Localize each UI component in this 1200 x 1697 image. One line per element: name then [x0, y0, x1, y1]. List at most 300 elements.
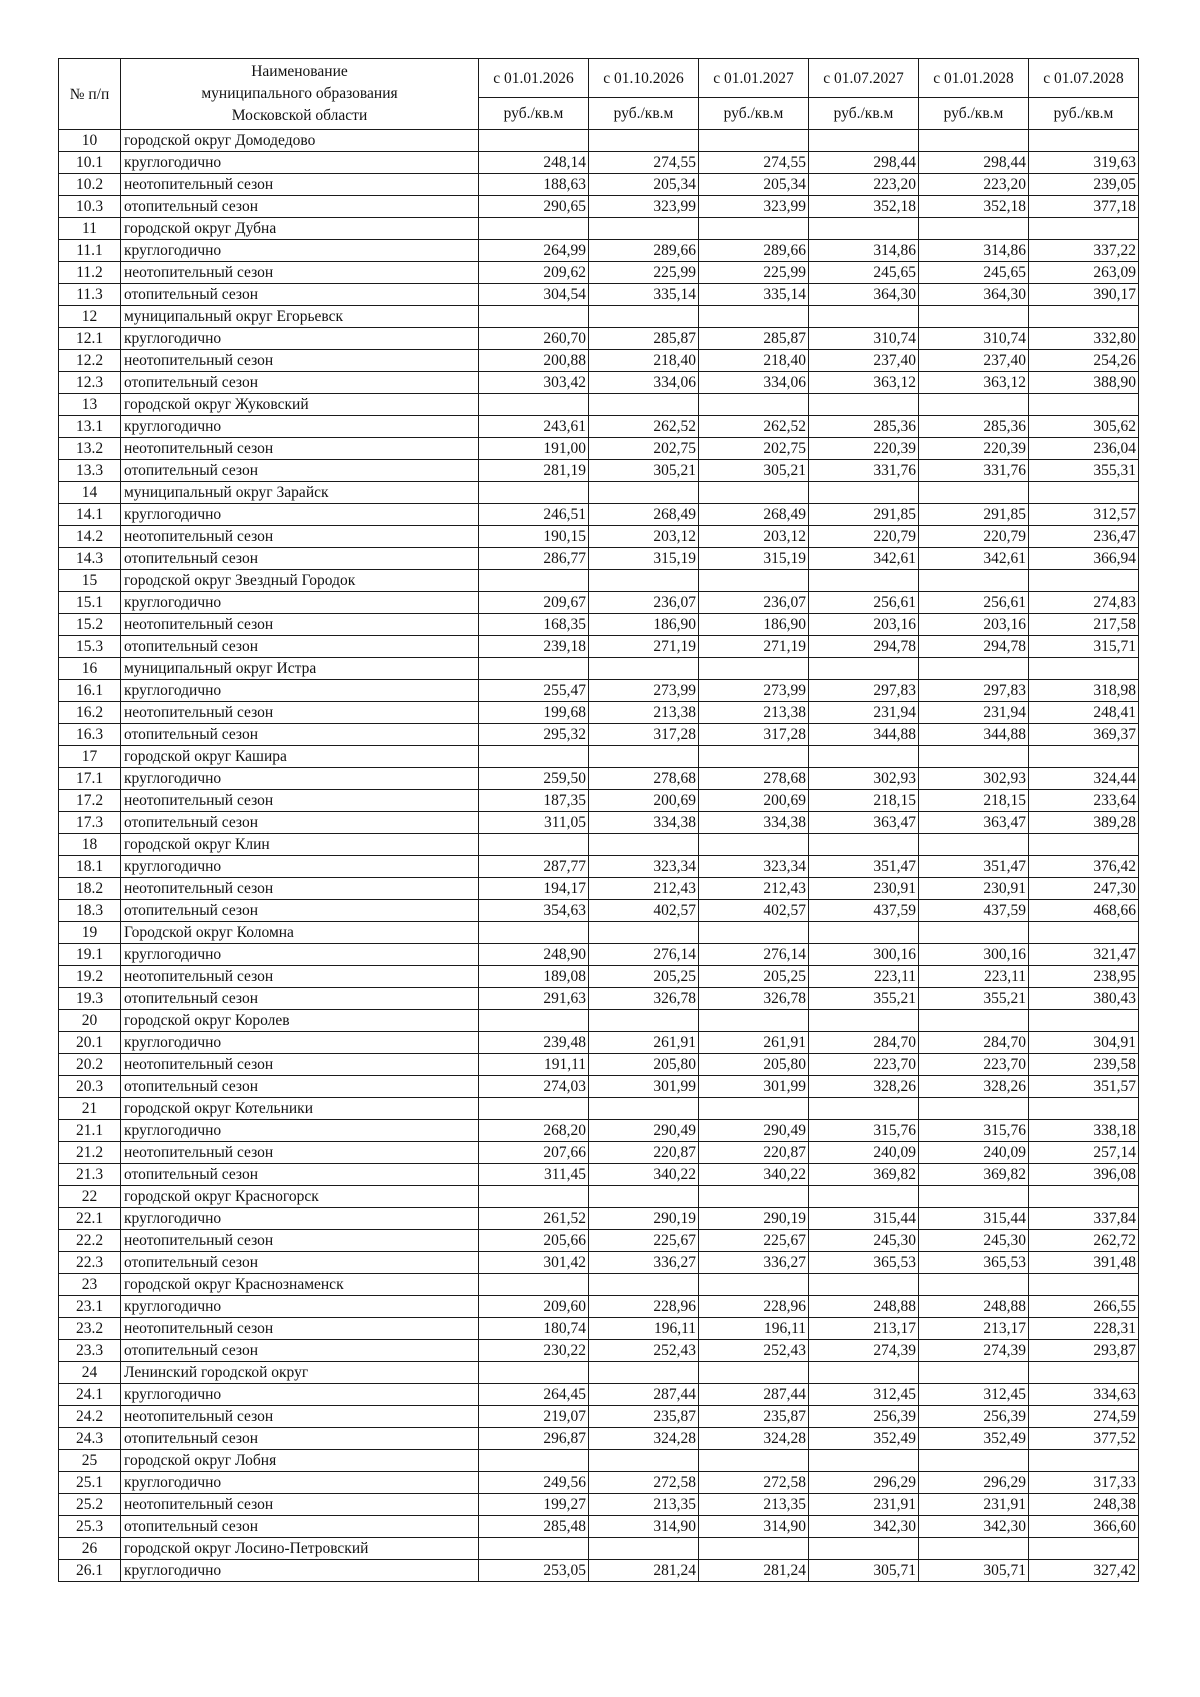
header-municipality	[121, 59, 479, 130]
tariff-value-1: 311,05	[479, 812, 589, 834]
tariff-value-1: 230,22	[479, 1340, 589, 1362]
row-number: 11.3	[59, 284, 121, 306]
municipality-name: муниципальный округ Истра	[121, 658, 479, 680]
tariff-value-6: 239,58	[1029, 1054, 1139, 1076]
table-row	[59, 1428, 1139, 1450]
tariff-value-4: 351,47	[809, 856, 919, 878]
row-number: 20	[59, 1010, 121, 1032]
tariff-value-5: 223,11	[919, 966, 1029, 988]
table-row	[59, 240, 1139, 262]
tariff-value-4	[809, 130, 919, 152]
municipality-name: городской округ Котельники	[121, 1098, 479, 1120]
table-body	[59, 130, 1139, 1582]
tariff-value-5: 315,44	[919, 1208, 1029, 1230]
tariff-value-1: 209,62	[479, 262, 589, 284]
row-number: 13	[59, 394, 121, 416]
table-row-group	[59, 1186, 1139, 1208]
tariff-value-4: 315,76	[809, 1120, 919, 1142]
tariff-value-5: 365,53	[919, 1252, 1029, 1274]
tariff-value-1: 219,07	[479, 1406, 589, 1428]
season-name: неотопительный сезон	[121, 1142, 479, 1164]
tariff-value-6	[1029, 746, 1139, 768]
table-row-group	[59, 1538, 1139, 1560]
season-name: круглогодично	[121, 944, 479, 966]
tariff-value-3: 228,96	[699, 1296, 809, 1318]
tariff-value-3	[699, 834, 809, 856]
tariff-value-6: 338,18	[1029, 1120, 1139, 1142]
tariff-value-3: 402,57	[699, 900, 809, 922]
tariff-value-1: 205,66	[479, 1230, 589, 1252]
row-number: 11	[59, 218, 121, 240]
table-row	[59, 526, 1139, 548]
tariff-value-4: 223,20	[809, 174, 919, 196]
tariff-value-2: 213,35	[589, 1494, 699, 1516]
tariff-value-4	[809, 1538, 919, 1560]
tariff-value-3: 203,12	[699, 526, 809, 548]
tariff-value-6	[1029, 658, 1139, 680]
table-row-group	[59, 746, 1139, 768]
tariff-value-5: 300,16	[919, 944, 1029, 966]
season-name: неотопительный сезон	[121, 614, 479, 636]
header-unit-6: руб./кв.м	[1029, 98, 1139, 130]
tariff-value-4: 363,47	[809, 812, 919, 834]
tariff-value-5: 237,40	[919, 350, 1029, 372]
season-name: отопительный сезон	[121, 196, 479, 218]
season-name: круглогодично	[121, 1032, 479, 1054]
tariff-value-4: 315,44	[809, 1208, 919, 1230]
tariff-value-4	[809, 570, 919, 592]
tariff-value-4: 363,12	[809, 372, 919, 394]
tariff-value-6: 317,33	[1029, 1472, 1139, 1494]
header-date-1: с 01.01.2026	[479, 59, 589, 98]
table-row	[59, 768, 1139, 790]
season-name: неотопительный сезон	[121, 1230, 479, 1252]
tariff-value-1: 274,03	[479, 1076, 589, 1098]
tariff-value-6	[1029, 1362, 1139, 1384]
season-name: неотопительный сезон	[121, 1494, 479, 1516]
season-name: круглогодично	[121, 1120, 479, 1142]
tariff-value-2: 203,12	[589, 526, 699, 548]
tariff-value-6: 355,31	[1029, 460, 1139, 482]
tariff-value-1: 291,63	[479, 988, 589, 1010]
table-row	[59, 856, 1139, 878]
tariff-value-5: 213,17	[919, 1318, 1029, 1340]
season-name: отопительный сезон	[121, 724, 479, 746]
tariff-value-4: 240,09	[809, 1142, 919, 1164]
tariff-value-6: 247,30	[1029, 878, 1139, 900]
municipality-name: городской округ Красногорск	[121, 1186, 479, 1208]
row-number: 17	[59, 746, 121, 768]
table-row	[59, 878, 1139, 900]
row-number: 23	[59, 1274, 121, 1296]
row-number: 21.2	[59, 1142, 121, 1164]
tariff-value-2	[589, 658, 699, 680]
tariff-value-3: 281,24	[699, 1560, 809, 1582]
season-name: отопительный сезон	[121, 284, 479, 306]
tariff-value-6: 304,91	[1029, 1032, 1139, 1054]
tariff-value-1	[479, 570, 589, 592]
header-municipality-line2: муниципального образования	[201, 85, 398, 102]
tariff-value-3	[699, 746, 809, 768]
tariff-value-3: 340,22	[699, 1164, 809, 1186]
tariff-value-2	[589, 482, 699, 504]
season-name: неотопительный сезон	[121, 966, 479, 988]
tariff-value-5	[919, 1450, 1029, 1472]
tariff-value-3: 235,87	[699, 1406, 809, 1428]
tariff-value-1: 260,70	[479, 328, 589, 350]
tariff-value-1	[479, 1010, 589, 1032]
tariff-value-4	[809, 834, 919, 856]
tariff-value-5: 297,83	[919, 680, 1029, 702]
table-row	[59, 504, 1139, 526]
tariff-value-2: 202,75	[589, 438, 699, 460]
tariff-value-2: 225,99	[589, 262, 699, 284]
tariff-value-4: 342,61	[809, 548, 919, 570]
row-number: 19.3	[59, 988, 121, 1010]
tariff-value-5	[919, 482, 1029, 504]
tariff-value-2: 220,87	[589, 1142, 699, 1164]
season-name: круглогодично	[121, 240, 479, 262]
tariff-value-6	[1029, 834, 1139, 856]
row-number: 15.1	[59, 592, 121, 614]
tariff-value-2: 268,49	[589, 504, 699, 526]
table-row	[59, 1384, 1139, 1406]
tariff-value-2: 235,87	[589, 1406, 699, 1428]
table-row-group	[59, 1098, 1139, 1120]
tariff-value-3: 186,90	[699, 614, 809, 636]
tariff-value-1: 303,42	[479, 372, 589, 394]
row-number: 22	[59, 1186, 121, 1208]
table-row	[59, 262, 1139, 284]
table-row	[59, 1252, 1139, 1274]
tariff-value-5: 328,26	[919, 1076, 1029, 1098]
tariff-value-5: 223,20	[919, 174, 1029, 196]
tariff-value-6	[1029, 306, 1139, 328]
tariff-value-3	[699, 130, 809, 152]
tariff-value-3: 271,19	[699, 636, 809, 658]
row-number: 15.3	[59, 636, 121, 658]
tariff-value-2: 290,49	[589, 1120, 699, 1142]
tariff-value-2: 228,96	[589, 1296, 699, 1318]
tariff-value-4: 237,40	[809, 350, 919, 372]
row-number: 10	[59, 130, 121, 152]
tariff-value-6: 337,84	[1029, 1208, 1139, 1230]
table-row	[59, 1406, 1139, 1428]
header-date-2: с 01.10.2026	[589, 59, 699, 98]
row-number: 15.2	[59, 614, 121, 636]
row-number: 11.1	[59, 240, 121, 262]
tariff-value-5: 245,65	[919, 262, 1029, 284]
row-number: 25.3	[59, 1516, 121, 1538]
tariff-value-5	[919, 746, 1029, 768]
municipality-name: муниципальный округ Зарайск	[121, 482, 479, 504]
tariff-value-2	[589, 1450, 699, 1472]
municipality-name: муниципальный округ Егорьевск	[121, 306, 479, 328]
tariff-value-4	[809, 1274, 919, 1296]
tariff-value-2	[589, 570, 699, 592]
tariff-value-5: 284,70	[919, 1032, 1029, 1054]
table-row	[59, 1318, 1139, 1340]
tariff-value-5: 296,29	[919, 1472, 1029, 1494]
tariff-value-4	[809, 482, 919, 504]
tariff-value-1: 281,19	[479, 460, 589, 482]
tariff-value-5: 285,36	[919, 416, 1029, 438]
table-row-group	[59, 306, 1139, 328]
tariff-value-5: 245,30	[919, 1230, 1029, 1252]
tariff-value-5: 231,94	[919, 702, 1029, 724]
tariff-value-3: 218,40	[699, 350, 809, 372]
tariff-value-5: 302,93	[919, 768, 1029, 790]
tariff-value-4: 231,94	[809, 702, 919, 724]
tariff-value-5: 218,15	[919, 790, 1029, 812]
tariff-value-5	[919, 218, 1029, 240]
row-number: 14.1	[59, 504, 121, 526]
tariff-value-1: 180,74	[479, 1318, 589, 1340]
tariff-value-1	[479, 482, 589, 504]
season-name: отопительный сезон	[121, 1076, 479, 1098]
tariff-value-4: 223,11	[809, 966, 919, 988]
table-row	[59, 372, 1139, 394]
tariff-value-4: 302,93	[809, 768, 919, 790]
tariff-value-1	[479, 394, 589, 416]
tariff-value-6: 238,95	[1029, 966, 1139, 988]
row-number: 12	[59, 306, 121, 328]
tariff-value-4	[809, 394, 919, 416]
tariff-value-2: 335,14	[589, 284, 699, 306]
row-number: 16.2	[59, 702, 121, 724]
tariff-value-5	[919, 658, 1029, 680]
season-name: круглогодично	[121, 768, 479, 790]
row-number: 13.3	[59, 460, 121, 482]
tariff-value-6: 312,57	[1029, 504, 1139, 526]
tariff-value-4	[809, 218, 919, 240]
tariff-value-5: 364,30	[919, 284, 1029, 306]
row-number: 20.1	[59, 1032, 121, 1054]
season-name: круглогодично	[121, 416, 479, 438]
tariff-value-4	[809, 306, 919, 328]
tariff-value-5: 291,85	[919, 504, 1029, 526]
tariff-value-3	[699, 922, 809, 944]
tariff-value-5	[919, 130, 1029, 152]
tariff-value-3: 334,38	[699, 812, 809, 834]
table-row	[59, 900, 1139, 922]
tariff-value-5: 352,49	[919, 1428, 1029, 1450]
tariff-value-6: 390,17	[1029, 284, 1139, 306]
tariff-value-2: 205,25	[589, 966, 699, 988]
row-number: 16.1	[59, 680, 121, 702]
season-name: круглогодично	[121, 1296, 479, 1318]
tariff-value-3: 213,38	[699, 702, 809, 724]
tariff-value-5	[919, 1538, 1029, 1560]
tariff-value-1: 189,08	[479, 966, 589, 988]
row-number: 12.1	[59, 328, 121, 350]
tariff-value-6: 262,72	[1029, 1230, 1139, 1252]
table-row	[59, 1296, 1139, 1318]
season-name: круглогодично	[121, 1384, 479, 1406]
municipality-name: городской округ Клин	[121, 834, 479, 856]
tariff-value-1: 199,27	[479, 1494, 589, 1516]
tariff-value-1: 248,14	[479, 152, 589, 174]
tariff-value-4: 312,45	[809, 1384, 919, 1406]
tariff-value-5: 256,39	[919, 1406, 1029, 1428]
tariff-value-4: 245,65	[809, 262, 919, 284]
tariff-value-3: 202,75	[699, 438, 809, 460]
tariff-value-6: 366,60	[1029, 1516, 1139, 1538]
tariff-value-5: 274,39	[919, 1340, 1029, 1362]
tariff-value-5: 342,30	[919, 1516, 1029, 1538]
tariff-value-2: 252,43	[589, 1340, 699, 1362]
tariff-value-2: 274,55	[589, 152, 699, 174]
tariff-value-4: 285,36	[809, 416, 919, 438]
table-row-group	[59, 1450, 1139, 1472]
tariff-value-4: 230,91	[809, 878, 919, 900]
municipality-name: Городской округ Коломна	[121, 922, 479, 944]
tariff-value-5: 298,44	[919, 152, 1029, 174]
tariff-value-5: 240,09	[919, 1142, 1029, 1164]
row-number: 10.1	[59, 152, 121, 174]
tariff-value-3: 262,52	[699, 416, 809, 438]
tariff-value-6: 388,90	[1029, 372, 1139, 394]
row-number: 22.2	[59, 1230, 121, 1252]
tariff-value-1: 264,45	[479, 1384, 589, 1406]
tariff-value-1	[479, 1450, 589, 1472]
municipality-name: городской округ Домодедово	[121, 130, 479, 152]
tariff-value-5	[919, 570, 1029, 592]
tariff-value-4	[809, 1010, 919, 1032]
tariff-value-5: 369,82	[919, 1164, 1029, 1186]
tariff-value-3	[699, 1010, 809, 1032]
row-number: 11.2	[59, 262, 121, 284]
tariff-value-4: 294,78	[809, 636, 919, 658]
row-number: 24.2	[59, 1406, 121, 1428]
tariff-value-1: 248,90	[479, 944, 589, 966]
tariff-value-6	[1029, 130, 1139, 152]
season-name: круглогодично	[121, 592, 479, 614]
row-number: 17.1	[59, 768, 121, 790]
table-row	[59, 1032, 1139, 1054]
tariff-value-1: 200,88	[479, 350, 589, 372]
municipality-name: городской округ Лобня	[121, 1450, 479, 1472]
tariff-value-5: 352,18	[919, 196, 1029, 218]
tariff-value-6: 263,09	[1029, 262, 1139, 284]
season-name: неотопительный сезон	[121, 1054, 479, 1076]
tariff-value-4: 314,86	[809, 240, 919, 262]
row-number: 14.3	[59, 548, 121, 570]
tariff-value-4: 342,30	[809, 1516, 919, 1538]
tariff-value-4	[809, 922, 919, 944]
table-row-group	[59, 1274, 1139, 1296]
tariff-value-3: 305,21	[699, 460, 809, 482]
table-row	[59, 438, 1139, 460]
season-name: отопительный сезон	[121, 900, 479, 922]
table-row	[59, 174, 1139, 196]
tariff-value-2: 289,66	[589, 240, 699, 262]
season-name: круглогодично	[121, 856, 479, 878]
tariff-value-3: 236,07	[699, 592, 809, 614]
tariff-value-3: 276,14	[699, 944, 809, 966]
tariff-value-2: 287,44	[589, 1384, 699, 1406]
tariff-value-3: 252,43	[699, 1340, 809, 1362]
tariff-value-1: 268,20	[479, 1120, 589, 1142]
tariff-value-2: 334,06	[589, 372, 699, 394]
row-number: 23.2	[59, 1318, 121, 1340]
row-number: 18.2	[59, 878, 121, 900]
municipality-name: городской округ Краснознаменск	[121, 1274, 479, 1296]
tariff-value-3	[699, 394, 809, 416]
table-row	[59, 944, 1139, 966]
tariff-value-3	[699, 1098, 809, 1120]
tariff-value-4: 297,83	[809, 680, 919, 702]
table-row	[59, 284, 1139, 306]
tariff-value-4	[809, 746, 919, 768]
table-row	[59, 636, 1139, 658]
row-number: 10.2	[59, 174, 121, 196]
tariff-value-4: 231,91	[809, 1494, 919, 1516]
tariff-value-5: 305,71	[919, 1560, 1029, 1582]
tariff-value-1: 261,52	[479, 1208, 589, 1230]
tariff-value-3: 324,28	[699, 1428, 809, 1450]
season-name: отопительный сезон	[121, 1516, 479, 1538]
tariff-value-3: 200,69	[699, 790, 809, 812]
tariff-value-5: 230,91	[919, 878, 1029, 900]
tariff-value-1: 190,15	[479, 526, 589, 548]
tariff-value-5: 351,47	[919, 856, 1029, 878]
tariff-value-1: 239,48	[479, 1032, 589, 1054]
row-number: 25.1	[59, 1472, 121, 1494]
tariff-value-3	[699, 658, 809, 680]
table-row	[59, 1472, 1139, 1494]
tariff-value-3: 301,99	[699, 1076, 809, 1098]
row-number: 18	[59, 834, 121, 856]
tariff-value-5: 342,61	[919, 548, 1029, 570]
season-name: отопительный сезон	[121, 372, 479, 394]
tariff-value-3: 290,19	[699, 1208, 809, 1230]
tariff-value-1: 311,45	[479, 1164, 589, 1186]
tariff-value-1	[479, 1362, 589, 1384]
tariff-value-2	[589, 1186, 699, 1208]
tariff-value-1	[479, 1186, 589, 1208]
tariff-value-1: 207,66	[479, 1142, 589, 1164]
row-number: 20.3	[59, 1076, 121, 1098]
season-name: круглогодично	[121, 328, 479, 350]
tariff-value-2: 317,28	[589, 724, 699, 746]
tariff-value-2: 261,91	[589, 1032, 699, 1054]
tariff-value-2: 314,90	[589, 1516, 699, 1538]
season-name: круглогодично	[121, 1560, 479, 1582]
tariff-value-6: 337,22	[1029, 240, 1139, 262]
tariff-value-1: 296,87	[479, 1428, 589, 1450]
tariff-value-1: 286,77	[479, 548, 589, 570]
tariff-value-3: 326,78	[699, 988, 809, 1010]
table-row	[59, 1516, 1139, 1538]
tariff-value-1: 354,63	[479, 900, 589, 922]
tariff-value-3: 285,87	[699, 328, 809, 350]
table-row	[59, 548, 1139, 570]
tariff-value-3: 220,87	[699, 1142, 809, 1164]
tariff-value-6: 274,59	[1029, 1406, 1139, 1428]
row-number: 18.3	[59, 900, 121, 922]
tariff-value-1	[479, 218, 589, 240]
tariff-value-6: 377,52	[1029, 1428, 1139, 1450]
row-number: 24	[59, 1362, 121, 1384]
tariff-value-1: 194,17	[479, 878, 589, 900]
tariff-value-1: 304,54	[479, 284, 589, 306]
tariff-value-6: 468,66	[1029, 900, 1139, 922]
tariff-value-2: 205,34	[589, 174, 699, 196]
tariff-value-2: 205,80	[589, 1054, 699, 1076]
row-number: 25.2	[59, 1494, 121, 1516]
season-name: неотопительный сезон	[121, 1318, 479, 1340]
